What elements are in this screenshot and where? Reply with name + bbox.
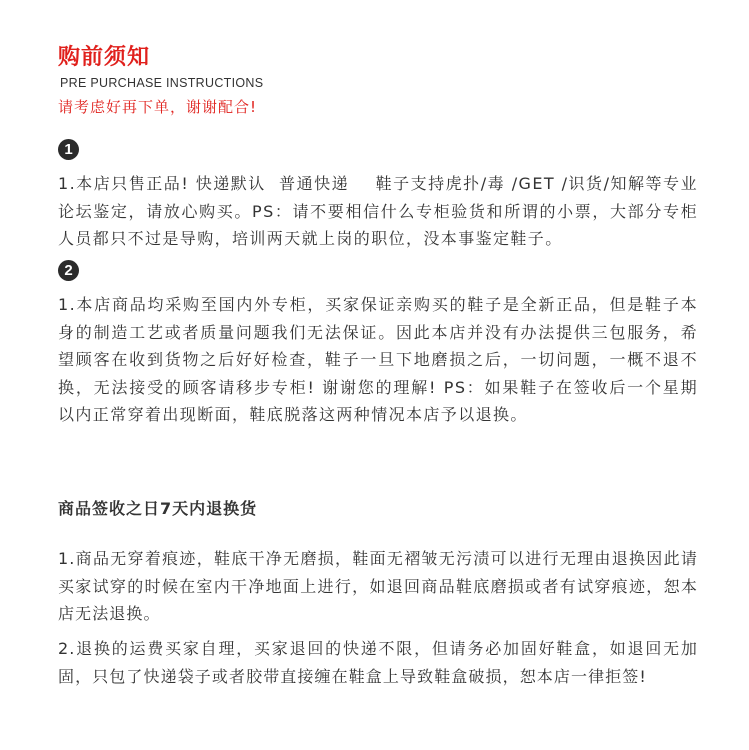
section-one-text-start: 1.本店只售正品! 快递默认: [58, 174, 266, 193]
section-two-paragraph: 1.本店商品均采购至国内外专柜，买家保证亲购买的鞋子是全新正品，但是鞋子本身的制造工艺或者质量问题我们无法保证。因此本店并没有办法提供三包服务，希望顾客在收到货物之后好好检查，鞋子一旦下地磨损之后，一切问题，一概不退不换，无法接受的顾客请移步专柜! 谢谢您的理解! PS：如果鞋子在签收后一个星期以内正常穿着出现断面，鞋底脱落这两种情况本店予以退换。: [58, 295, 698, 424]
return-policy-item-2: 2.退换的运费买家自理，买家退回的快递不限，但请务必加固好鞋盒，如退回无加固，只包了快递袋子或者胶带直接缠在鞋盒上导致鞋盒破损，恕本店一律拒签!: [58, 639, 698, 686]
section-one-paragraph: [58, 170, 698, 253]
number-two-circle-icon: 2: [58, 260, 79, 281]
return-policy-item-1: 1.商品无穿着痕迹，鞋底干净无磨损，鞋面无褶皱无污渍可以进行无理由退换因此请买家试穿的时候在室内干净地面上进行，如退回商品鞋底磨损或者有试穿痕迹，恕本店无法退换。: [58, 549, 698, 623]
page-title: 购前须知: [58, 45, 151, 70]
number-one-circle-icon: 1: [58, 139, 79, 160]
return-policy-title: 商品签收之日7天内退换货: [58, 499, 258, 518]
section-one-text-end: 鞋子支持虎扑/毒 /GET /识货/知解等专业论坛鉴定，请放心购买。PS：请不要相信什么专柜验货和所谓的小票，大部分专柜人员都只不过是导购，培训两天就上岗的职位，没本事鉴定鞋子。: [58, 174, 698, 248]
default-courier-highlight: 普通快递: [279, 174, 350, 193]
page-subtitle: PRE PURCHASE INSTRUCTIONS: [60, 76, 264, 90]
page-tagline: 请考虑好再下单，谢谢配合!: [58, 98, 258, 116]
